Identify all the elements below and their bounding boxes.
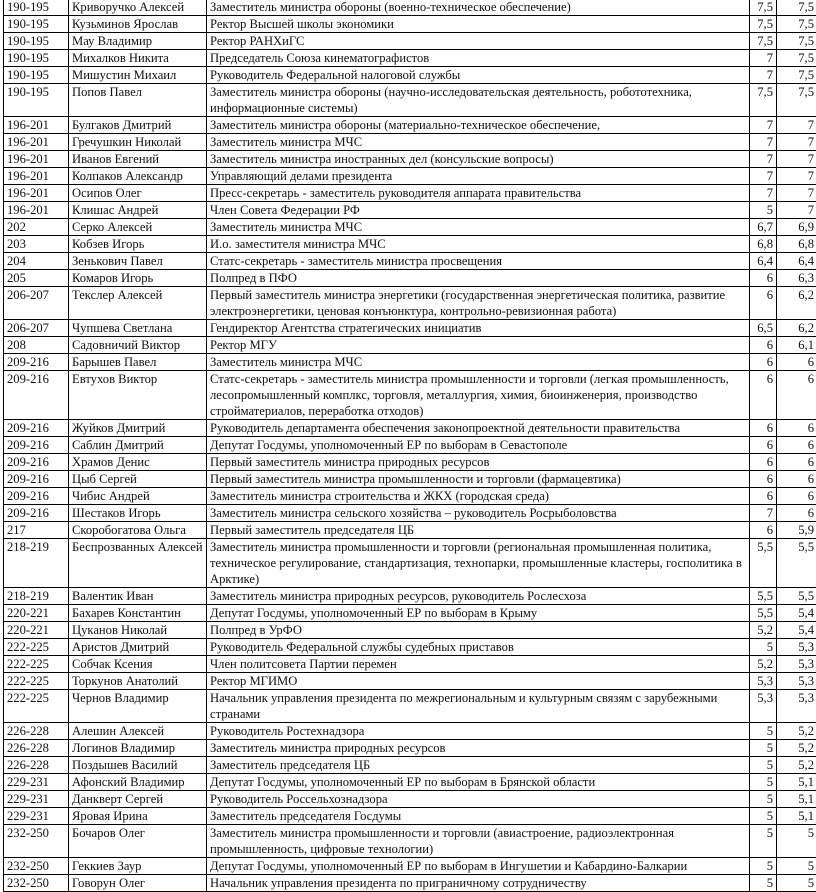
table-row [4,320,816,337]
score-2-cell: 6 [777,420,816,437]
position-cell: Заместитель министра иностранных дел (консульские вопросы) [207,151,750,168]
name-cell: Клишас Андрей [69,202,207,219]
rank-cell: 209-216 [4,420,69,437]
rank-cell: 206-207 [4,287,69,320]
position-cell: Ректор РАНХиГС [207,33,750,50]
score-1-cell: 6 [750,420,777,437]
rank-cell: 209-216 [4,454,69,471]
position-cell: Заместитель министра МЧС [207,219,750,236]
score-2-cell: 6,2 [777,320,816,337]
rank-cell: 209-216 [4,488,69,505]
rank-cell: 218-219 [4,539,69,588]
position-cell: Руководитель Россельхознадзора [207,791,750,808]
table-row [4,202,816,219]
name-cell: Серко Алексей [69,219,207,236]
name-cell: Барышев Павел [69,354,207,371]
name-cell: Афонский Владимир [69,774,207,791]
score-2-cell: 6 [777,454,816,471]
name-cell: Саблин Дмитрий [69,437,207,454]
name-cell: Логинов Владимир [69,740,207,757]
position-cell: Полпред в УрФО [207,622,750,639]
score-1-cell: 5 [750,740,777,757]
rank-cell: 196-201 [4,185,69,202]
name-cell: Кузьминов Ярослав [69,16,207,33]
name-cell: Чибис Андрей [69,488,207,505]
score-2-cell: 5 [777,825,816,858]
score-2-cell: 6,1 [777,337,816,354]
score-2-cell: 6 [777,354,816,371]
table-row [4,420,816,437]
name-cell: Шестаков Игорь [69,505,207,522]
table-row [4,740,816,757]
rank-cell: 204 [4,253,69,270]
position-cell: Начальник управления президента по межрегиональным и культурным связям с зарубежными странами [207,690,750,723]
score-2-cell: 6 [777,371,816,420]
table-row [4,639,816,656]
name-cell: Цуканов Николай [69,622,207,639]
rank-cell: 232-250 [4,875,69,892]
table-row [4,337,816,354]
table-row [4,723,816,740]
score-2-cell: 7,5 [777,50,816,67]
name-cell: Собчак Ксения [69,656,207,673]
position-cell: Статс-секретарь - заместитель министра промышленности и торговли (легкая промышленность, лесопромышленный комплкс, торговля, металлургия, химия, биоинженерия, производство стройматериалов, переработка отходов) [207,371,750,420]
score-2-cell: 6 [777,488,816,505]
name-cell: Чупшева Светлана [69,320,207,337]
name-cell: Алешин Алексей [69,723,207,740]
position-cell: Ректор МГУ [207,337,750,354]
score-2-cell: 7,5 [777,16,816,33]
position-cell: Руководитель Федеральной службы судебных приставов [207,639,750,656]
position-cell: Первый заместитель министра промышленности и торговли (фармацевтика) [207,471,750,488]
score-2-cell: 5,2 [777,740,816,757]
score-2-cell: 6,3 [777,270,816,287]
score-2-cell: 5,3 [777,656,816,673]
score-2-cell: 5,3 [777,673,816,690]
rank-cell: 205 [4,270,69,287]
rank-cell: 220-221 [4,622,69,639]
score-1-cell: 7,5 [750,16,777,33]
table-row [4,270,816,287]
score-1-cell: 7,5 [750,84,777,117]
rank-cell: 190-195 [4,50,69,67]
name-cell: Беспрозванных Алексей [69,539,207,588]
rank-cell: 218-219 [4,588,69,605]
position-cell: Депутат Госдумы, уполномоченный ЕР по выборам в Ингушетии и Кабардино-Балкарии [207,858,750,875]
rank-cell: 190-195 [4,0,69,16]
score-2-cell: 6,4 [777,253,816,270]
table-row [4,588,816,605]
name-cell: Аристов Дмитрий [69,639,207,656]
score-2-cell: 7 [777,117,816,134]
table-row [4,134,816,151]
table-row [4,151,816,168]
score-2-cell: 7 [777,202,816,219]
position-cell: Управляющий делами президента [207,168,750,185]
position-cell: Депутат Госдумы, уполномоченный ЕР по выборам в Брянской области [207,774,750,791]
name-cell: Садовничий Виктор [69,337,207,354]
score-2-cell: 5,3 [777,690,816,723]
score-2-cell: 5,4 [777,605,816,622]
score-2-cell: 5 [777,875,816,892]
score-2-cell: 5 [777,858,816,875]
rank-cell: 222-225 [4,639,69,656]
score-1-cell: 6 [750,471,777,488]
table-row [4,522,816,539]
score-2-cell: 5,3 [777,639,816,656]
position-cell: Заместитель министра промышленности и торговли (региональная промышленная политика, техническое регулирование, стандартизация, технопарки, промышленные кластеры, госполитика в Арктике) [207,539,750,588]
table-row [4,825,816,858]
score-1-cell: 6 [750,270,777,287]
table-row [4,253,816,270]
table-row [4,354,816,371]
name-cell: Поздышев Василий [69,757,207,774]
table-row [4,185,816,202]
score-2-cell: 5,9 [777,522,816,539]
name-cell: Мау Владимир [69,33,207,50]
name-cell: Валентик Иван [69,588,207,605]
name-cell: Кобзев Игорь [69,236,207,253]
name-cell: Булгаков Дмитрий [69,117,207,134]
table-row [4,690,816,723]
name-cell: Иванов Евгений [69,151,207,168]
score-1-cell: 7 [750,50,777,67]
score-1-cell: 7 [750,185,777,202]
rank-cell: 208 [4,337,69,354]
ranking-table [3,0,816,892]
score-2-cell: 5,1 [777,774,816,791]
rank-cell: 232-250 [4,825,69,858]
score-1-cell: 5 [750,808,777,825]
name-cell: Гречушкин Николай [69,134,207,151]
score-2-cell: 5,1 [777,808,816,825]
table-row [4,454,816,471]
rank-cell: 229-231 [4,774,69,791]
name-cell: Попов Павел [69,84,207,117]
score-1-cell: 5,5 [750,588,777,605]
rank-cell: 209-216 [4,505,69,522]
score-1-cell: 5,2 [750,622,777,639]
score-1-cell: 6 [750,371,777,420]
position-cell: Начальник управления президента по приграничному сотрудничеству [207,875,750,892]
table-row [4,791,816,808]
rank-cell: 196-201 [4,134,69,151]
rank-cell: 202 [4,219,69,236]
score-1-cell: 5 [750,202,777,219]
name-cell: Осипов Олег [69,185,207,202]
score-1-cell: 5 [750,639,777,656]
score-2-cell: 7,5 [777,0,816,16]
score-1-cell: 5,3 [750,673,777,690]
table-row [4,437,816,454]
position-cell: Первый заместитель министра энергетики (государственная энергетическая политика, развитие электроэнергетики, ценовая конъюнктура, контрольно-ревизионная работа) [207,287,750,320]
rank-cell: 190-195 [4,67,69,84]
table-row [4,539,816,588]
name-cell: Говорун Олег [69,875,207,892]
score-2-cell: 5,5 [777,588,816,605]
score-1-cell: 5 [750,757,777,774]
table-row [4,219,816,236]
rank-cell: 209-216 [4,437,69,454]
score-1-cell: 5,5 [750,605,777,622]
name-cell: Текслер Алексей [69,287,207,320]
rank-cell: 209-216 [4,471,69,488]
table-row [4,117,816,134]
score-1-cell: 6 [750,337,777,354]
score-2-cell: 6 [777,471,816,488]
position-cell: Полпред в ПФО [207,270,750,287]
rank-cell: 190-195 [4,84,69,117]
position-cell: Статс-секретарь - заместитель министра просвещения [207,253,750,270]
position-cell: Руководитель Федеральной налоговой службы [207,67,750,84]
rank-cell: 229-231 [4,791,69,808]
rank-cell: 220-221 [4,605,69,622]
score-1-cell: 5 [750,723,777,740]
rank-cell: 226-228 [4,757,69,774]
position-cell: Ректор Высшей школы экономики [207,16,750,33]
table-row [4,371,816,420]
name-cell: Мишустин Михаил [69,67,207,84]
rank-cell: 196-201 [4,117,69,134]
score-1-cell: 7 [750,151,777,168]
score-2-cell: 6,9 [777,219,816,236]
score-1-cell: 6 [750,454,777,471]
rank-cell: 222-225 [4,690,69,723]
rank-cell: 229-231 [4,808,69,825]
table-row [4,656,816,673]
position-cell: И.о. заместителя министра МЧС [207,236,750,253]
name-cell: Цыб Сергей [69,471,207,488]
rank-cell: 222-225 [4,656,69,673]
position-cell: Член Совета Федерации РФ [207,202,750,219]
position-cell: Пресс-секретарь - заместитель руководителя аппарата правительства [207,185,750,202]
table-row [4,236,816,253]
score-1-cell: 7 [750,168,777,185]
rank-cell: 203 [4,236,69,253]
score-2-cell: 5,1 [777,791,816,808]
table-row [4,488,816,505]
rank-cell: 226-228 [4,723,69,740]
table-row [4,16,816,33]
score-2-cell: 7,5 [777,33,816,50]
score-1-cell: 6 [750,437,777,454]
score-1-cell: 7 [750,505,777,522]
position-cell: Заместитель председателя ЦБ [207,757,750,774]
name-cell: Зенькович Павел [69,253,207,270]
name-cell: Бахарев Константин [69,605,207,622]
position-cell: Первый заместитель министра природных ресурсов [207,454,750,471]
score-1-cell: 5,2 [750,656,777,673]
position-cell: Заместитель министра строительства и ЖКХ (городская среда) [207,488,750,505]
score-1-cell: 6,8 [750,236,777,253]
table-row [4,33,816,50]
name-cell: Чернов Владимир [69,690,207,723]
position-cell: Руководитель Ростехнадзора [207,723,750,740]
table-row [4,673,816,690]
score-2-cell: 6,8 [777,236,816,253]
table-row [4,505,816,522]
rank-cell: 209-216 [4,354,69,371]
score-1-cell: 5 [750,791,777,808]
rank-cell: 209-216 [4,371,69,420]
position-cell: Заместитель министра природных ресурсов [207,740,750,757]
table-row [4,168,816,185]
position-cell: Заместитель председателя Госдумы [207,808,750,825]
table-row [4,287,816,320]
score-2-cell: 7 [777,151,816,168]
rank-cell: 190-195 [4,33,69,50]
name-cell: Данкверт Сергей [69,791,207,808]
name-cell: Комаров Игорь [69,270,207,287]
position-cell: Заместитель министра природных ресурсов, руководитель Рослесхоза [207,588,750,605]
score-2-cell: 7 [777,134,816,151]
rank-cell: 196-201 [4,168,69,185]
score-1-cell: 7,5 [750,0,777,16]
rank-cell: 226-228 [4,740,69,757]
rank-cell: 232-250 [4,858,69,875]
position-cell: Заместитель министра обороны (материально-техническое обеспечение, [207,117,750,134]
name-cell: Михалков Никита [69,50,207,67]
score-1-cell: 5,3 [750,690,777,723]
table-row [4,858,816,875]
table-row [4,774,816,791]
rank-cell: 222-225 [4,673,69,690]
name-cell: Бочаров Олег [69,825,207,858]
score-2-cell: 7,5 [777,84,816,117]
score-1-cell: 5 [750,875,777,892]
name-cell: Торкунов Анатолий [69,673,207,690]
position-cell: Первый заместитель председателя ЦБ [207,522,750,539]
table-row [4,0,816,16]
score-2-cell: 5,2 [777,723,816,740]
score-1-cell: 7 [750,134,777,151]
rank-cell: 206-207 [4,320,69,337]
name-cell: Яровая Ирина [69,808,207,825]
score-1-cell: 6,5 [750,320,777,337]
score-1-cell: 5,5 [750,539,777,588]
score-1-cell: 5 [750,774,777,791]
position-cell: Руководитель департамента обеспечения законопроектной деятельности правительства [207,420,750,437]
score-1-cell: 7,5 [750,33,777,50]
score-2-cell: 5,2 [777,757,816,774]
score-2-cell: 7 [777,185,816,202]
name-cell: Храмов Денис [69,454,207,471]
table-row [4,50,816,67]
table-row [4,84,816,117]
table-row [4,67,816,84]
position-cell: Депутат Госдумы, уполномоченный ЕР по выборам в Крыму [207,605,750,622]
score-2-cell: 6 [777,505,816,522]
score-2-cell: 7,5 [777,67,816,84]
rank-cell: 196-201 [4,151,69,168]
rank-cell: 190-195 [4,16,69,33]
position-cell: Заместитель министра МЧС [207,354,750,371]
score-1-cell: 7 [750,117,777,134]
score-2-cell: 5,4 [777,622,816,639]
score-1-cell: 6 [750,522,777,539]
position-cell: Председатель Союза кинематографистов [207,50,750,67]
score-1-cell: 7 [750,67,777,84]
position-cell: Ректор МГИМО [207,673,750,690]
table-row [4,471,816,488]
name-cell: Колпаков Александр [69,168,207,185]
name-cell: Криворучко Алексей [69,0,207,16]
rank-cell: 196-201 [4,202,69,219]
score-2-cell: 5,5 [777,539,816,588]
position-cell: Член политсовета Партии перемен [207,656,750,673]
score-2-cell: 7 [777,168,816,185]
table-row [4,605,816,622]
position-cell: Гендиректор Агентства стратегических инициатив [207,320,750,337]
name-cell: Скоробогатова Ольга [69,522,207,539]
position-cell: Депутат Госдумы, уполномоченный ЕР по выборам в Севастополе [207,437,750,454]
position-cell: Заместитель министра МЧС [207,134,750,151]
position-cell: Заместитель министра сельского хозяйства – руководитель Росрыболовства [207,505,750,522]
position-cell: Заместитель министра обороны (научно-исследовательская деятельность, робототехника, информационные системы) [207,84,750,117]
position-cell: Заместитель министра промышленности и торговли (авиастроение, радиоэлектронная промышленность, цифровые технологии) [207,825,750,858]
name-cell: Евтухов Виктор [69,371,207,420]
ranking-table-body [4,0,816,892]
score-1-cell: 6 [750,287,777,320]
table-row [4,875,816,892]
table-row [4,808,816,825]
table-row [4,622,816,639]
score-2-cell: 6,2 [777,287,816,320]
name-cell: Геккиев Заур [69,858,207,875]
score-1-cell: 5 [750,858,777,875]
score-1-cell: 6,4 [750,253,777,270]
score-1-cell: 6 [750,354,777,371]
score-2-cell: 6 [777,437,816,454]
rank-cell: 217 [4,522,69,539]
score-1-cell: 6 [750,488,777,505]
score-1-cell: 6,7 [750,219,777,236]
score-1-cell: 5 [750,825,777,858]
position-cell: Заместитель министра обороны (военно-техническое обеспечение) [207,0,750,16]
table-row [4,757,816,774]
name-cell: Жуйков Дмитрий [69,420,207,437]
